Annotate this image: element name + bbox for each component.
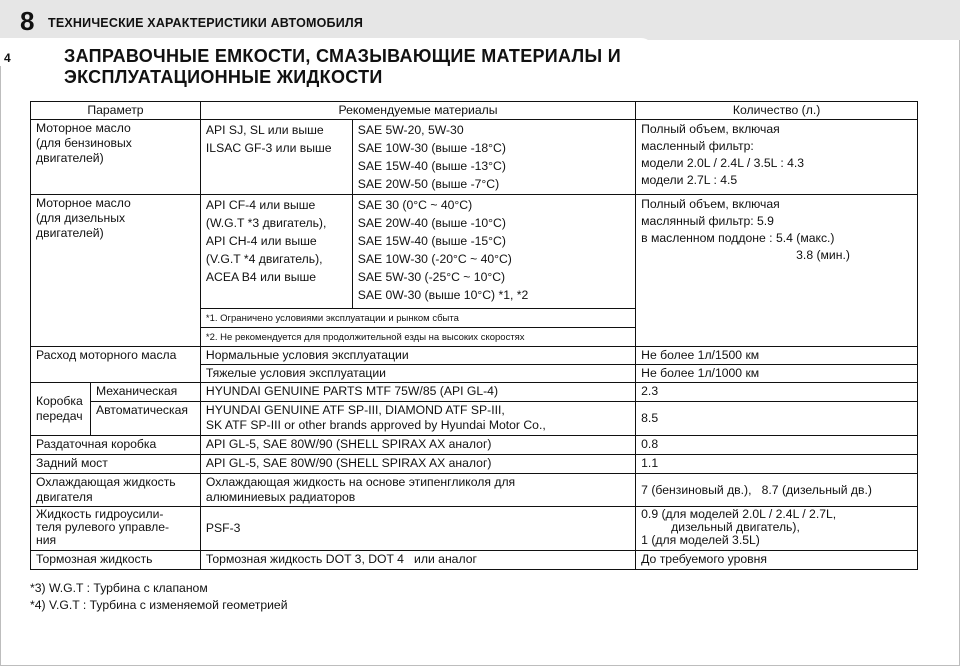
table-row-oil-consumption-normal bbox=[31, 347, 918, 365]
table-row-transfer-case bbox=[31, 436, 918, 455]
gearbox-manual-material: HYUNDAI GENUINE PARTS MTF 75W/85 (API GL-4) bbox=[200, 383, 635, 402]
table-row-brake-fluid bbox=[31, 551, 918, 570]
table-header-row bbox=[31, 102, 918, 120]
oil-consumption-heavy-qty: Не более 1л/1000 км bbox=[636, 365, 918, 383]
table-row-gearbox-auto bbox=[31, 402, 918, 436]
spec-table bbox=[30, 101, 918, 570]
oil-consumption-normal: Нормальные условия эксплуатации bbox=[200, 347, 635, 365]
table-row-engine-oil-petrol bbox=[31, 120, 918, 195]
gearbox-auto-material: HYUNDAI GENUINE ATF SP-III, DIAMOND ATF SP-III, SK ATF SP-III or other brands approved by Hyundai Motor Co., bbox=[200, 402, 635, 436]
page-title-line1: ЗАПРАВОЧНЫЕ ЕМКОСТИ, СМАЗЫВАЮЩИЕ МАТЕРИАЛЫ И bbox=[64, 46, 621, 66]
header-materials: Рекомендуемые материалы bbox=[200, 102, 635, 120]
table-row-engine-oil-diesel bbox=[31, 195, 918, 309]
section-label: ТЕХНИЧЕСКИЕ ХАРАКТЕРИСТИКИ АВТОМОБИЛЯ bbox=[48, 16, 364, 30]
rear-axle-qty: 1.1 bbox=[636, 455, 918, 474]
gearbox-auto-label: Автоматическая bbox=[90, 402, 200, 436]
gearbox-manual-label: Механическая bbox=[90, 383, 200, 402]
engine-oil-petrol-api: API SJ, SL или выше ILSAC GF-3 или выше bbox=[200, 120, 352, 195]
table-row-coolant bbox=[31, 474, 918, 507]
table-row-rear-axle bbox=[31, 455, 918, 474]
power-steering-qty: 0.9 (для моделей 2.0L / 2.4L / 2.7L, дизельный двигатель), 1 (для моделей 3.5L) bbox=[636, 507, 918, 551]
footnote-wgt: *3) W.G.T : Турбина с клапаном bbox=[30, 581, 208, 595]
gearbox-param: Коробка передач bbox=[31, 383, 91, 436]
engine-oil-diesel-qty: Полный объем, включая маслянный фильтр: 5.9 в масленном поддоне : 5.4 (макс.) 3.8 (мин.) bbox=[636, 195, 918, 347]
coolant-qty: 7 (бензиновый дв.), 8.7 (дизельный дв.) bbox=[636, 474, 918, 507]
gearbox-auto-qty: 8.5 bbox=[636, 402, 918, 436]
oil-consumption-normal-qty: Не более 1л/1500 км bbox=[636, 347, 918, 365]
table-row-power-steering bbox=[31, 507, 918, 551]
header-quantity: Количество (л.) bbox=[636, 102, 918, 120]
rear-axle-param: Задний мост bbox=[31, 455, 201, 474]
section-number: 8 bbox=[20, 6, 35, 36]
coolant-material: Охлаждающая жидкость на основе этипенгликоля для алюминиевых радиаторов bbox=[200, 474, 635, 507]
power-steering-material: PSF-3 bbox=[200, 507, 635, 551]
diesel-note1: *1. Ограничено условиями эксплуатации и рынком сбыта bbox=[200, 309, 635, 328]
chapter-number: 4 bbox=[4, 51, 11, 65]
coolant-param: Охлаждающая жидкость двигателя bbox=[31, 474, 201, 507]
rear-axle-material: API GL-5, SAE 80W/90 (SHELL SPIRAX AX аналог) bbox=[200, 455, 635, 474]
page-title-line2: ЭКСПЛУАТАЦИОННЫЕ ЖИДКОСТИ bbox=[64, 67, 383, 87]
footnote-vgt: *4) V.G.T : Турбина с изменяемой геометрией bbox=[30, 598, 288, 612]
transfer-case-param: Раздаточная коробка bbox=[31, 436, 201, 455]
table-row-gearbox-manual bbox=[31, 383, 918, 402]
page-title bbox=[64, 46, 621, 88]
power-steering-param: Жидкость гидроусили- теля рулевого управле- ния bbox=[31, 507, 201, 551]
engine-oil-petrol-param: Моторное масло (для бензиновых двигателей) bbox=[31, 120, 201, 195]
engine-oil-diesel-sae: SAE 30 (0°C ~ 40°C) SAE 20W-40 (выше -10°C) SAE 15W-40 (выше -15°C) SAE 10W-30 (-20°C ~ 40°C) SAE 5W-30 (-25°C ~ 10°C) SAE 0W-30 (выше 10°C) *1, *2 bbox=[352, 195, 635, 309]
brake-fluid-qty: До требуемого уровня bbox=[636, 551, 918, 570]
header-param: Параметр bbox=[31, 102, 201, 120]
engine-oil-petrol-sae: SAE 5W-20, 5W-30 SAE 10W-30 (выше -18°C) SAE 15W-40 (выше -13°C) SAE 20W-50 (выше -7°C) bbox=[352, 120, 635, 195]
brake-fluid-param: Тормозная жидкость bbox=[31, 551, 201, 570]
diesel-note2: *2. Не рекомендуется для продолжительной езды на высоких скоростях bbox=[200, 328, 635, 347]
engine-oil-diesel-param: Моторное масло (для дизельных двигателей) bbox=[31, 195, 201, 347]
brake-fluid-material: Тормозная жидкость DOT 3, DOT 4 или аналог bbox=[200, 551, 635, 570]
transfer-case-qty: 0.8 bbox=[636, 436, 918, 455]
oil-consumption-param: Расход моторного масла bbox=[31, 347, 201, 383]
oil-consumption-heavy: Тяжелые условия эксплуатации bbox=[200, 365, 635, 383]
transfer-case-material: API GL-5, SAE 80W/90 (SHELL SPIRAX AX аналог) bbox=[200, 436, 635, 455]
engine-oil-petrol-qty: Полный объем, включая масленный фильтр: модели 2.0L / 2.4L / 3.5L : 4.3 модели 2.7L : 4.5 bbox=[636, 120, 918, 195]
gearbox-manual-qty: 2.3 bbox=[636, 383, 918, 402]
footnotes bbox=[30, 580, 288, 614]
engine-oil-diesel-api: API CF-4 или выше (W.G.T *3 двигатель), API CH-4 или выше (V.G.T *4 двигатель), ACEA B4 или выше bbox=[200, 195, 352, 309]
